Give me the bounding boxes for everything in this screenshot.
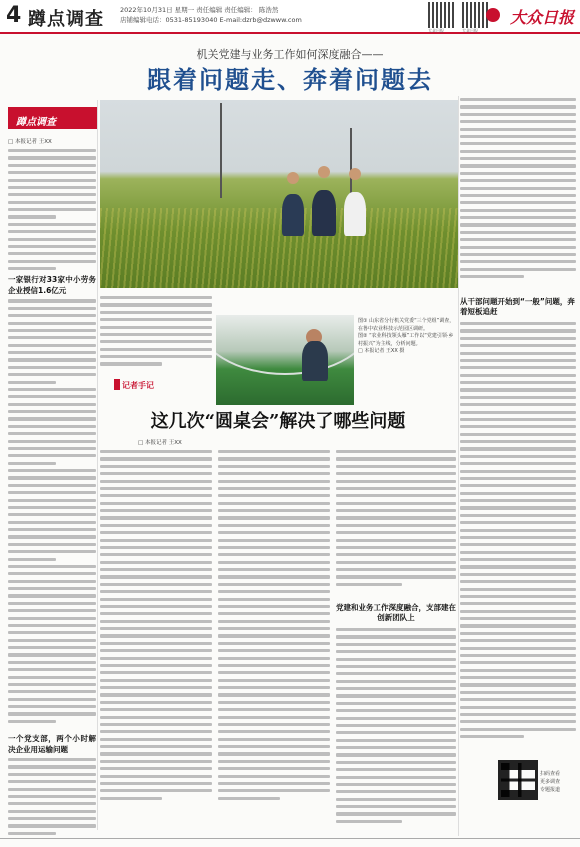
caption-line: 图② “农业科技领头雁”工作以“党建引领·乡村振兴”为主线，分析问题。	[358, 333, 454, 347]
greenhouse-arch	[216, 315, 354, 375]
article-text	[336, 628, 456, 823]
photo-credit: □ 本报记者 王XX 摄	[358, 348, 405, 354]
article-subhead: 从干部问题开始到“一般”问题，奔着短板追赶	[460, 297, 575, 316]
article-text	[100, 296, 212, 366]
person-figure	[302, 341, 328, 381]
article-subhead: 党建和业务工作深度融合，支部建在创新团队上	[336, 603, 456, 622]
qr-code-icon[interactable]	[498, 760, 538, 800]
note-column-3b	[336, 628, 456, 827]
person-figure	[282, 194, 304, 236]
byline: □ 本报记者 王XX	[8, 139, 52, 145]
left-column	[8, 135, 96, 727]
wheat-field	[100, 208, 458, 288]
qr-caption	[540, 770, 560, 794]
kicker: 机关党建与业务工作如何深度融合——	[196, 48, 384, 61]
article-subhead: 一家银行对33家中小劳务企业授信1.6亿元	[8, 275, 96, 296]
page-number: 4	[6, 3, 22, 28]
newspaper-logo: 大众日报	[509, 8, 574, 27]
article-text	[218, 450, 330, 800]
person-figure	[344, 192, 366, 236]
column-divider	[97, 100, 98, 830]
qr-caption-line: 更多调查	[540, 779, 561, 785]
masthead	[0, 0, 580, 34]
date-line: 2022年10月31日 星期一 责任编辑 责任编辑： 陈浩然	[120, 6, 279, 14]
qr-caption-left: 大众日报	[428, 28, 444, 33]
note-column-3	[336, 450, 456, 590]
column-divider	[458, 96, 459, 836]
right-column-lower	[460, 322, 576, 742]
note-byline: □ 本报记者 王XX	[138, 440, 182, 446]
left-column-lower	[8, 730, 96, 839]
photo-caption	[358, 318, 458, 356]
masthead-info	[120, 5, 302, 25]
note-headline: 这几次“圆桌会”解决了哪些问题	[150, 411, 406, 432]
caption-line: 图① 山东省分行机关党委“三个党组”调查，在鲁中农业科技示范园区调研。	[358, 318, 455, 332]
article-text	[100, 450, 212, 800]
article-text	[460, 322, 576, 738]
secondary-photo	[216, 315, 354, 405]
note-marker	[114, 379, 120, 390]
article-text	[460, 98, 576, 278]
qr-caption-line: 扫码查看	[540, 771, 561, 777]
qr-caption-right: 大众日报	[462, 28, 478, 33]
contact-line: 店铺编辑电话：0531-85193040 E-mail:dzrb@dzwww.com	[120, 16, 302, 24]
qr-code-icon[interactable]	[462, 2, 488, 28]
article-text	[8, 299, 96, 723]
power-tower-icon	[350, 128, 352, 198]
right-column	[460, 98, 576, 282]
power-tower-icon	[220, 103, 222, 198]
main-photo	[100, 100, 458, 288]
article-text	[336, 450, 456, 586]
qr-code-icon[interactable]	[428, 2, 454, 28]
note-column-2	[218, 450, 330, 804]
headline: 跟着问题走、奔着问题去	[147, 65, 433, 94]
person-head	[287, 172, 299, 184]
note-column-1	[100, 450, 212, 804]
section-badge: 蹲点调查	[8, 107, 98, 129]
article-text	[8, 149, 96, 270]
note-label: 记者手记	[122, 381, 154, 390]
middle-column-left	[100, 296, 212, 370]
section-title: 蹲点调查	[28, 9, 104, 30]
article-subhead: 一个党支部，两个小时解决企业用运输问题	[8, 734, 96, 754]
qr-caption-line: 专题报道	[540, 787, 561, 793]
person-figure	[312, 190, 336, 236]
footer-rule	[0, 838, 580, 839]
person-head	[318, 166, 330, 178]
article-text	[8, 758, 96, 835]
person-head	[349, 168, 361, 180]
logo-seal-icon	[486, 8, 500, 22]
